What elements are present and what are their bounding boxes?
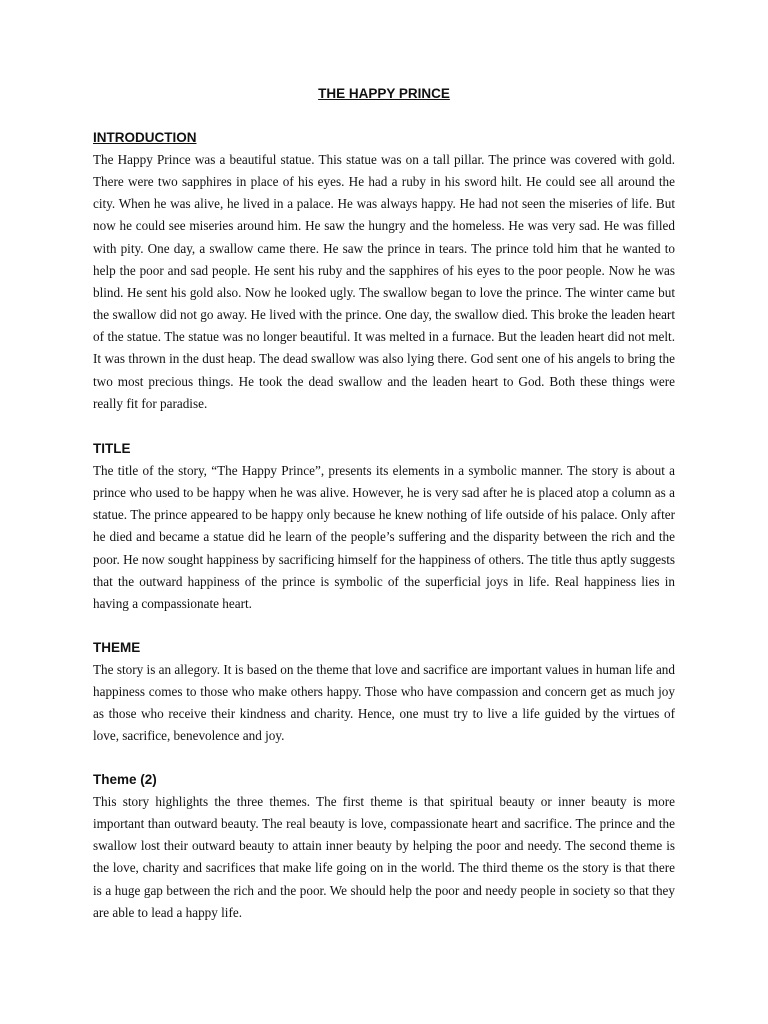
section-heading-introduction: INTRODUCTION	[93, 130, 197, 145]
section-body-introduction: The Happy Prince was a beautiful statue. This statue was on a tall pillar. The prince was covered with gold. There were two sapphires in place of his eyes. He had a ruby in his sword hilt. He could see all around the city. When he was alive, he lived in a palace. He was always happy. He had not seen the miseries of life. But now he could see miseries around him. He saw the hungry and the homeless. He was very sad. He was filled with pity. One day, a swallow came there. He saw the prince in tears. The prince told him that he wanted to help the poor and sad people. He sent his ruby and the sapphires of his eyes to the poor people. Now he was blind. He sent his gold also. Now he looked ugly. The swallow began to love the prince. The winter came but the swallow did not go away. He lived with the prince. One day, the swallow died. This broke the leaden heart of the statue. The statue was no longer beautiful. It was melted in a furnace. But the leaden heart did not melt. It was thrown in the dust heap. The dead swallow was also lying there. God sent one of his angels to bring the two most precious things. He took the dead swallow and the leaden heart to God. Both these things were really fit for paradise.	[93, 152, 675, 411]
section-heading-title: TITLE	[93, 441, 131, 456]
section-heading-theme-2: Theme (2)	[93, 772, 157, 787]
document-title: THE HAPPY PRINCE	[318, 86, 450, 101]
section-body-theme-2: This story highlights the three themes. The first theme is that spiritual beauty or inner beauty is more important than outward beauty. The real beauty is love, compassionate heart and sacrifice. The prince and the swallow lost their outward beauty to attain inner beauty by helping the poor and needy. The second theme is the love, charity and sacrifices that make life going on in the world. The third theme os the story is that there is a huge gap between the rich and the poor. We should help the poor and needy people in society so that they are able to lead a happy life.	[93, 794, 675, 920]
section-body-theme: The story is an allegory. It is based on the theme that love and sacrifice are important values in human life and happiness comes to those who make others happy. Those who have compassion and concern get as much joy as those who receive their kindness and charity. Hence, one must try to live a life guided by the virtues of love, sacrifice, benevolence and joy.	[93, 662, 675, 744]
section-body-title: The title of the story, “The Happy Prince”, presents its elements in a symbolic manner. The story is about a prince who used to be happy when he was alive. However, he is very sad after he is placed atop a column as a statue. The prince appeared to be happy only because he knew nothing of life outside of his palace. Only after he died and became a statue did he learn of the people’s suffering and the disparity between the rich and the poor. He now sought happiness by sacrificing himself for the happiness of others. The title thus aptly suggests that the outward happiness of the prince is symbolic of the superficial joys in life. Real happiness lies in having a compassionate heart.	[93, 463, 675, 611]
section-heading-theme: THEME	[93, 640, 141, 655]
